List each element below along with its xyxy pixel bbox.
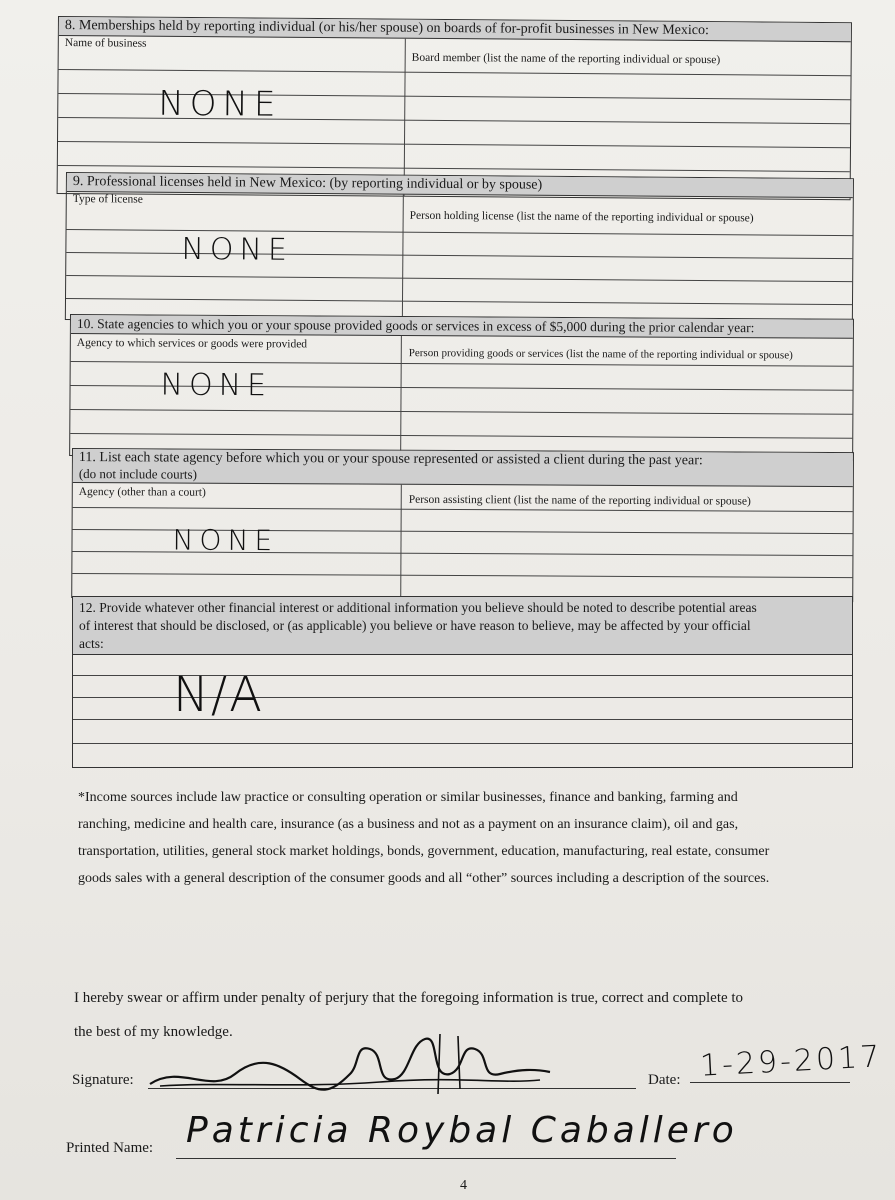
- printed-name-line: [176, 1158, 676, 1159]
- oath-line-2: the best of my knowledge.: [74, 1024, 233, 1040]
- footnote-line-2: ranching, medicine and health care, insurance (as a business and not as a payment on an insurance claim), oil and gas,: [78, 817, 739, 832]
- table-row: [59, 69, 851, 76]
- section-9-divider: [402, 195, 404, 322]
- section-11-col-agency: Agency (other than a court): [78, 486, 206, 499]
- section-8-title: 8. Memberships held by reporting individual (or his/her spouse) on boards of for-profit businesses in New Mexico:: [59, 17, 851, 42]
- table-row: [73, 507, 853, 512]
- section-11-agency-representation: [71, 448, 854, 602]
- section-12-title-line-1: 12. Provide whatever other financial interest or additional information you believe should be noted to describe potential areas: [79, 600, 757, 615]
- section-8-handwritten-entry: NONE: [158, 83, 282, 125]
- table-row: [70, 433, 852, 439]
- section-12-title-line-3: acts:: [79, 636, 104, 651]
- table-row: [73, 743, 852, 744]
- table-row: [72, 573, 852, 578]
- section-11-divider: [400, 485, 402, 599]
- section-12-title-block: [73, 597, 852, 655]
- section-8-divider: [404, 39, 406, 196]
- section-9-col-holder: Person holding license (list the name of the reporting individual or spouse): [409, 209, 754, 225]
- section-9-professional-licenses: [65, 172, 854, 326]
- section-10-handwritten-entry: NONE: [160, 367, 273, 404]
- section-12-title-line-2: of interest that should be disclosed, or (as applicable) you believe or have reason to believe, may be affected by your official: [79, 618, 751, 633]
- printed-name-label: Printed Name:: [66, 1140, 154, 1156]
- date-label: Date:: [648, 1072, 681, 1088]
- section-8-col-business: Name of business: [64, 37, 147, 50]
- section-9-handwritten-entry: NONE: [181, 231, 293, 268]
- footnote-line-3: transportation, utilities, general stock market holdings, bonds, government, education, manufacturing, real estate, consumer: [78, 844, 770, 859]
- oath-line-1: I hereby swear or affirm under penalty of perjury that the foregoing information is true, correct and complete to: [74, 990, 744, 1006]
- table-row: [58, 141, 850, 148]
- printed-name-handwritten-value: Patricia Roybal Caballero: [186, 1110, 738, 1151]
- section-10-col-agency: Agency to which services or goods were provided: [76, 337, 308, 351]
- section-11-col-assistant: Person assisting client (list the name of the reporting individual or spouse): [408, 493, 751, 508]
- section-12-other-financial-interest: [72, 596, 853, 768]
- page-number: 4: [460, 1178, 467, 1193]
- table-row: [58, 165, 850, 172]
- signature-label: Signature:: [72, 1072, 134, 1088]
- section-8-col-board-member: Board member (list the name of the reporting individual or spouse): [411, 51, 721, 67]
- section-10-divider: [400, 336, 402, 457]
- section-11-subtitle: (do not include courts): [78, 466, 197, 482]
- section-10-col-provider: Person providing goods or services (list the name of the reporting individual or spouse): [408, 347, 793, 362]
- table-row: [70, 409, 852, 415]
- footnote-line-4: goods sales with a general description of the consumer goods and all “other” sources including a description of the sources.: [78, 871, 770, 886]
- date-handwritten-value: 1-29-2017: [699, 1039, 884, 1084]
- section-12-handwritten-entry: N/A: [173, 667, 264, 723]
- section-9-col-license: Type of license: [72, 193, 143, 206]
- table-row: [66, 298, 852, 305]
- signature-scribble-icon: [140, 1024, 560, 1104]
- table-row: [66, 275, 852, 282]
- section-11-title-block: [73, 449, 853, 487]
- table-row: [71, 361, 853, 367]
- section-10-title: 10. State agencies to which you or your spouse provided goods or services in excess of $5,000 during the prior calendar year:: [71, 315, 853, 339]
- section-11-title: 11. List each state agency before which you or your spouse represented or assisted a client during the past year:: [78, 450, 703, 469]
- section-9-title: 9. Professional licenses held in New Mexico: (by reporting individual or by spouse): [67, 173, 853, 198]
- section-10-state-agencies-goods-services: [69, 314, 854, 461]
- footnote-line-1: *Income sources include law practice or consulting operation or similar businesses, finance and banking, farming and: [78, 790, 738, 805]
- section-11-handwritten-entry: NONE: [172, 523, 279, 558]
